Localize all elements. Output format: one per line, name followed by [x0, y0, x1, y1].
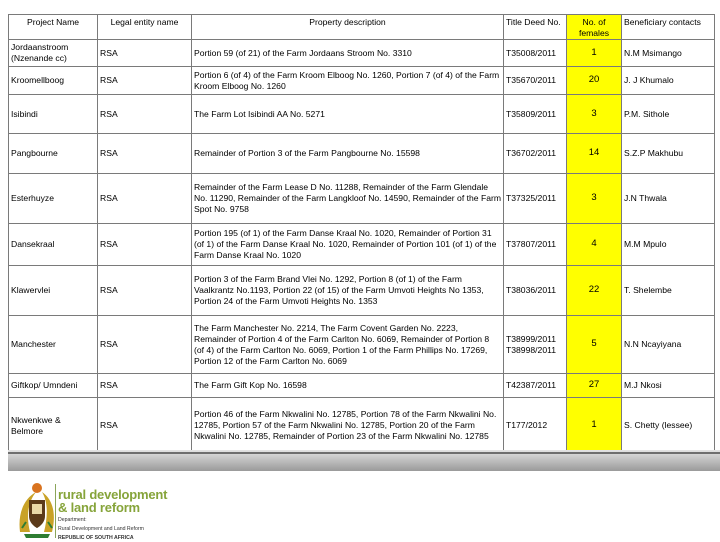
table-row [9, 316, 715, 374]
property-description-cell: The Farm Gift Kop No. 16598 [192, 374, 504, 398]
table-row [9, 266, 715, 316]
property-description-cell: Portion 6 (of 4) of the Farm Kroom Elboog No. 1260, Portion 7 (of 4) of the Farm Kroom Elboog No. 1260 [192, 67, 504, 95]
table-row [9, 174, 715, 224]
project-name-cell: Klawervlei [9, 266, 98, 316]
department-brand [58, 488, 167, 542]
header-row [9, 15, 715, 40]
legal-entity-cell: RSA [98, 398, 192, 454]
project-name-cell: Jordaanstroom (Nzenande cc) [9, 40, 98, 67]
legal-entity-cell: RSA [98, 374, 192, 398]
beneficiary-contact-cell: N.M Msimango [622, 40, 715, 67]
property-description-cell: The Farm Lot Isibindi AA No. 5271 [192, 95, 504, 134]
header-project-name: Project Name [9, 15, 98, 40]
title-deed-cell: T37325/2011 [504, 174, 567, 224]
table-row [9, 134, 715, 174]
project-name-cell: Esterhuyze [9, 174, 98, 224]
property-description-cell: The Farm Manchester No. 2214, The Farm Covent Garden No. 2223, Remainder of Portion 4 of the Farm Carlton No. 6069, Remainder of Portion 8 (of 4) of the Farm Carlton No. 6069, Portion 1 of the Farm Phillips No. 17269, Portion 12 of the Farm Carlton No. 6069 [192, 316, 504, 374]
legal-entity-cell: RSA [98, 40, 192, 67]
table-row [9, 67, 715, 95]
females-count-cell: 22 [567, 266, 622, 316]
project-name-cell: Manchester [9, 316, 98, 374]
legal-entity-cell: RSA [98, 224, 192, 266]
project-name-cell: Pangbourne [9, 134, 98, 174]
title-deed-cell: T35008/2011 [504, 40, 567, 67]
header-beneficiary-contacts: Beneficiary contacts [622, 15, 715, 40]
title-deed-cell: T42387/2011 [504, 374, 567, 398]
legal-entity-cell: RSA [98, 95, 192, 134]
females-count-cell: 5 [567, 316, 622, 374]
legal-entity-cell: RSA [98, 266, 192, 316]
females-count-cell: 3 [567, 95, 622, 134]
table-row [9, 40, 715, 67]
header-title-deed: Title Deed No. [504, 15, 567, 40]
property-description-cell: Remainder of the Farm Lease D No. 11288, Remainder of the Farm Glendale No. 11290, Remainder of the Farm Langkloof No. 14590, Remainder of the Farm Spot No. 9758 [192, 174, 504, 224]
beneficiary-contact-cell: J. J Khumalo [622, 67, 715, 95]
table-row [9, 95, 715, 134]
property-description-cell: Portion 195 (of 1) of the Farm Danse Kraal No. 1020, Remainder of Portion 31 (of 1) of the Farm Danse Kraal No. 1020, Remainder of Portion 101 (of 1) of the Farm Danse Kraal No. 1020 [192, 224, 504, 266]
title-deed-cell: T36702/2011 [504, 134, 567, 174]
table-row [9, 224, 715, 266]
property-description-cell: Portion 59 (of 21) of the Farm Jordaans Stroom No. 3310 [192, 40, 504, 67]
brand-line-2: & land reform [58, 500, 140, 515]
brand-divider [55, 484, 56, 538]
project-name-cell: Dansekraal [9, 224, 98, 266]
header-legal-entity: Legal entity name [98, 15, 192, 40]
beneficiary-contact-cell: S.Z.P Makhubu [622, 134, 715, 174]
title-deed-cell: T177/2012 [504, 398, 567, 454]
header-no-of-females: No. of females [567, 15, 622, 40]
beneficiary-contact-cell: M.M Mpulo [622, 224, 715, 266]
legal-entity-cell: RSA [98, 67, 192, 95]
title-deed-cell: T35670/2011 [504, 67, 567, 95]
females-count-cell: 14 [567, 134, 622, 174]
brand-line-1: rural development [58, 487, 168, 502]
females-count-cell: 20 [567, 67, 622, 95]
table-row [9, 374, 715, 398]
land-reform-projects-table [8, 14, 715, 454]
property-description-cell: Remainder of Portion 3 of the Farm Pangbourne No. 15598 [192, 134, 504, 174]
females-count-cell: 3 [567, 174, 622, 224]
beneficiary-contact-cell: J.N Thwala [622, 174, 715, 224]
country-name: REPUBLIC OF SOUTH AFRICA [58, 535, 134, 542]
legal-entity-cell: RSA [98, 134, 192, 174]
title-deed-cell: T37807/2011 [504, 224, 567, 266]
title-deed-cell: T35809/2011 [504, 95, 567, 134]
females-count-cell: 27 [567, 374, 622, 398]
beneficiary-contact-cell: S. Chetty (lessee) [622, 398, 715, 454]
property-description-cell: Portion 3 of the Farm Brand Vlei No. 1292, Portion 8 (of 1) of the Farm Vaalkrantz No.1193, Portion 22 (of 15) of the Farm Umvoti Heights No 1353, Portion 24 of the Farm Umvoti Heights No. 1353 [192, 266, 504, 316]
females-count-cell: 1 [567, 398, 622, 454]
project-name-cell: Kroomellboog [9, 67, 98, 95]
project-name-cell: Giftkop/ Umndeni [9, 374, 98, 398]
title-deed-cell: T38036/2011 [504, 266, 567, 316]
department-label: Department: [58, 517, 87, 523]
header-property-description: Property description [192, 15, 504, 40]
department-name: Rural Development and Land Reform [58, 526, 144, 533]
project-name-cell: Nkwenkwe & Belmore [9, 398, 98, 454]
beneficiary-contact-cell: P.M. Sithole [622, 95, 715, 134]
beneficiary-contact-cell: M.J Nkosi [622, 374, 715, 398]
beneficiary-contact-cell: N.N Ncayiyana [622, 316, 715, 374]
title-deed-cell: T38999/2011 T38998/2011 [504, 316, 567, 374]
females-count-cell: 1 [567, 40, 622, 67]
footer-stripe [8, 452, 720, 454]
beneficiary-contact-cell: T. Shelembe [622, 266, 715, 316]
footer-band [8, 450, 720, 471]
legal-entity-cell: RSA [98, 174, 192, 224]
table-row [9, 398, 715, 454]
females-count-cell: 4 [567, 224, 622, 266]
property-description-cell: Portion 46 of the Farm Nkwalini No. 12785, Portion 78 of the Farm Nkwalini No. 12785, Portion 57 of the Farm Nkwalini No. 12785, Portion 20 of the Farm Nkwalini No. 12785, Remainder of Portion 23 of the Farm Nkwalini No. 12785 [192, 398, 504, 454]
project-name-cell: Isibindi [9, 95, 98, 134]
legal-entity-cell: RSA [98, 316, 192, 374]
